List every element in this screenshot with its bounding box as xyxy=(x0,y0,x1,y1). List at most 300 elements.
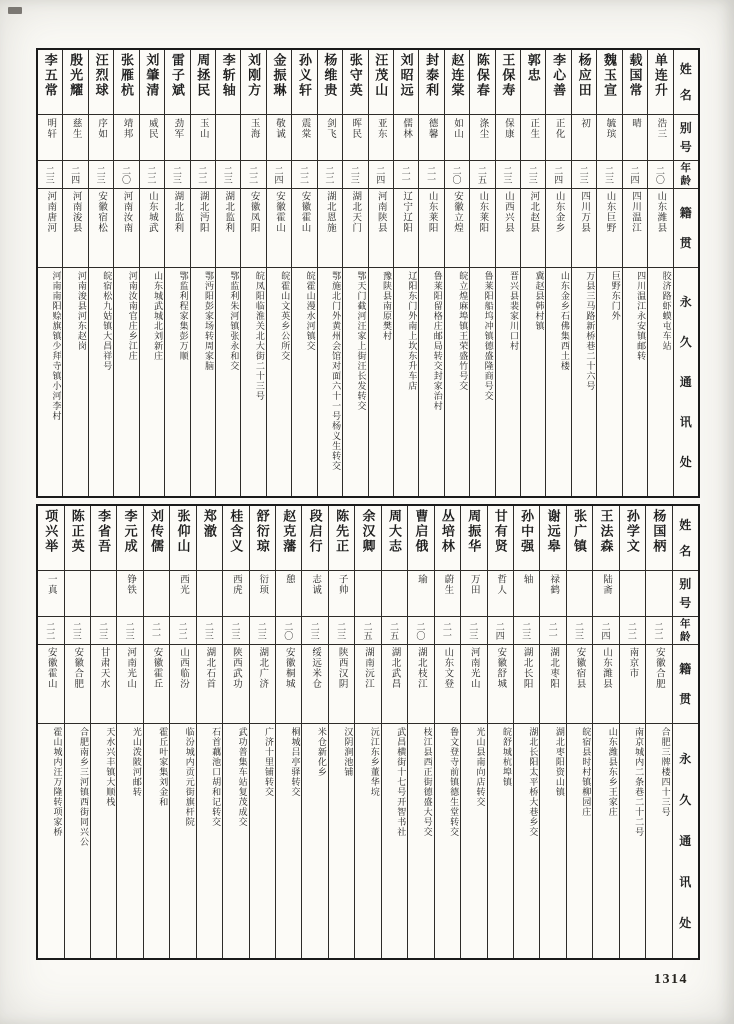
entry-age: 二二 xyxy=(292,160,316,188)
entry-address: 鄂监利朱河镇张永和交 xyxy=(216,267,240,496)
entry-native: 山东潍县 xyxy=(593,644,618,723)
directory-table-upper xyxy=(36,48,700,498)
entry-address: 皖霍山文英乡公所交 xyxy=(267,267,291,496)
entry-name: 孙中强 xyxy=(519,509,535,554)
entry-age: 二三 xyxy=(197,616,222,644)
entry-address: 河南浚县河东赵岗 xyxy=(63,267,87,496)
entry-alias: 瑜 xyxy=(408,570,433,616)
entry-name: 周振华 xyxy=(466,509,482,554)
entry-name: 单连升 xyxy=(652,53,668,98)
entry-address: 桐城吕亭驿转交 xyxy=(276,723,301,958)
entry-column xyxy=(434,506,460,958)
header-column xyxy=(672,506,698,958)
entry-name: 刘肇清 xyxy=(144,53,160,98)
entry-column xyxy=(90,506,116,958)
entry-age: 二二 xyxy=(318,160,342,188)
entry-alias xyxy=(567,570,592,616)
entry-native: 安徽凤阳 xyxy=(241,188,265,267)
entry-address: 巨野东门外 xyxy=(597,267,621,496)
entry-age: 二四 xyxy=(488,616,513,644)
entry-column xyxy=(164,50,189,496)
entry-native: 河南光山 xyxy=(117,644,142,723)
entry-column xyxy=(196,506,222,958)
entry-address: 晋兴县裴家川口村 xyxy=(496,267,520,496)
entry-column xyxy=(418,50,443,496)
entry-alias: 正生 xyxy=(521,114,545,160)
entry-column xyxy=(317,50,342,496)
entry-age: 二二 xyxy=(170,616,195,644)
entry-age: 二一 xyxy=(394,160,418,188)
scan-artifact xyxy=(8,7,22,14)
entry-age: 二二 xyxy=(38,616,63,644)
entry-native: 山东莱阳 xyxy=(419,188,443,267)
entry-address: 广济十里铺转交 xyxy=(250,723,275,958)
entry-alias: 剑飞 xyxy=(318,114,342,160)
entry-address: 霍丘叶家集刘金和 xyxy=(144,723,169,958)
entry-name: 汪烈球 xyxy=(93,53,109,98)
entry-age: 二四 xyxy=(546,160,570,188)
entry-alias xyxy=(65,570,90,616)
entry-native: 湖北石首 xyxy=(197,644,222,723)
entry-native: 山东潍县 xyxy=(648,188,672,267)
entry-age: 二三 xyxy=(250,616,275,644)
entry-age: 二一 xyxy=(419,160,443,188)
entry-address: 鲁莱阳留格庄邮局转交封家治村 xyxy=(419,267,443,496)
entry-address: 皖凤阳临淮关北大街二十三号 xyxy=(241,267,265,496)
entry-column xyxy=(342,50,367,496)
entry-native: 湖南沅江 xyxy=(355,644,380,723)
entry-address: 光山泼陂河邮转 xyxy=(117,723,142,958)
entry-address: 合肥三牌楼四十三号 xyxy=(646,723,671,958)
entry-native: 湖北枝江 xyxy=(408,644,433,723)
entry-native: 河南光山 xyxy=(461,644,486,723)
entry-address: 枝江县西正街德盛大号交 xyxy=(408,723,433,958)
entry-name: 封泰利 xyxy=(424,53,440,98)
entry-name: 李斩轴 xyxy=(220,53,236,98)
entry-age: 二三 xyxy=(216,160,240,188)
entry-name: 郑澈 xyxy=(201,509,217,539)
entry-address: 临汾城内贡元街旗杆院 xyxy=(170,723,195,958)
entry-address: 湖北枣阳资山镇 xyxy=(540,723,565,958)
entry-name: 刘刚方 xyxy=(246,53,262,98)
entry-address: 河南汝南官庄乡江庄 xyxy=(114,267,138,496)
entry-name: 张仰山 xyxy=(175,509,191,554)
entry-age: 二三 xyxy=(496,160,520,188)
entry-age: 二〇 xyxy=(276,616,301,644)
header-column xyxy=(673,50,698,496)
entry-name: 杨应田 xyxy=(576,53,592,98)
entry-address: 湖北长阳太平桥大巷乡交 xyxy=(514,723,539,958)
entry-native: 河南浚县 xyxy=(63,188,87,267)
entry-alias: 志诚 xyxy=(302,570,327,616)
entry-alias: 威民 xyxy=(140,114,164,160)
entry-address: 石首藕池口胡和记转交 xyxy=(197,723,222,958)
entry-column xyxy=(291,50,316,496)
entry-name: 郭忠 xyxy=(525,53,541,83)
entry-native: 安徽宿松 xyxy=(89,188,113,267)
entry-alias: 初 xyxy=(572,114,596,160)
entry-name: 陈保春 xyxy=(474,53,490,98)
entry-name: 曹启俄 xyxy=(413,509,429,554)
entry-native: 南京市 xyxy=(620,644,645,723)
entry-address: 胶济路虾蟆屯车站 xyxy=(648,267,672,496)
entry-alias: 晴 xyxy=(623,114,647,160)
entry-native: 四川温江 xyxy=(623,188,647,267)
entry-name: 刘昭远 xyxy=(398,53,414,98)
entry-age: 二四 xyxy=(369,160,393,188)
header-alias-label: 别 号 xyxy=(674,114,698,160)
entry-name: 陈正英 xyxy=(69,509,85,554)
entry-alias xyxy=(382,570,407,616)
entry-native: 湖北恩施 xyxy=(318,188,342,267)
entry-alias: 憩 xyxy=(276,570,301,616)
entry-address: 天水兴丰镇大顺栈 xyxy=(91,723,116,958)
entry-native: 安徽霍山 xyxy=(292,188,316,267)
entry-native: 湖北长阳 xyxy=(514,644,539,723)
entry-age: 二三 xyxy=(597,160,621,188)
entry-column xyxy=(275,506,301,958)
entry-column xyxy=(222,506,248,958)
entry-alias: 序如 xyxy=(89,114,113,160)
entry-native: 山东莱阳 xyxy=(470,188,494,267)
entry-alias xyxy=(355,570,380,616)
entry-column xyxy=(647,50,672,496)
entry-name: 李心善 xyxy=(551,53,567,98)
entry-alias: 子帅 xyxy=(329,570,354,616)
entry-age: 二四 xyxy=(623,160,647,188)
entry-name: 甘有贤 xyxy=(492,509,508,554)
entry-alias xyxy=(91,570,116,616)
entry-address: 南京城内二条巷二十二号 xyxy=(620,723,645,958)
entry-column xyxy=(393,50,418,496)
entry-alias: 亚东 xyxy=(369,114,393,160)
entry-age: 二五 xyxy=(470,160,494,188)
entry-column xyxy=(354,506,380,958)
entry-column xyxy=(469,50,494,496)
entry-name: 周大志 xyxy=(386,509,402,554)
header-age-label: 年 龄 xyxy=(674,160,698,188)
entry-alias: 儒林 xyxy=(394,114,418,160)
entry-name: 赵克藩 xyxy=(281,509,297,554)
entry-column xyxy=(596,50,621,496)
entry-age: 二三 xyxy=(521,160,545,188)
entry-name: 周拯民 xyxy=(195,53,211,98)
entry-name: 张广镇 xyxy=(572,509,588,554)
entry-name: 杨维贵 xyxy=(322,53,338,98)
entry-age: 二二 xyxy=(241,160,265,188)
entry-alias: 晖民 xyxy=(343,114,367,160)
entry-name: 李元成 xyxy=(122,509,138,554)
entry-name: 余汉卿 xyxy=(360,509,376,554)
header-name-label: 姓 名 xyxy=(679,518,692,558)
entry-native: 湖北监利 xyxy=(216,188,240,267)
entry-address: 鄂施北门外黄州会馆对面六十一号杨义生转交 xyxy=(318,267,342,496)
entry-column xyxy=(249,506,275,958)
entry-native: 安徽宿县 xyxy=(567,644,592,723)
entry-address: 鲁莱阳船坞冲镇德盛隆商号交 xyxy=(470,267,494,496)
entry-address: 沅江东乡董华垸 xyxy=(355,723,380,958)
entry-alias: 陆斋 xyxy=(593,570,618,616)
entry-name: 谢远皋 xyxy=(545,509,561,554)
entry-age: 二三 xyxy=(65,616,90,644)
entry-name: 丛培林 xyxy=(439,509,455,554)
entry-column xyxy=(487,506,513,958)
entry-column xyxy=(64,506,90,958)
entry-address: 汉阴涧池铺 xyxy=(329,723,354,958)
entry-alias xyxy=(620,570,645,616)
entry-native: 河北赵县 xyxy=(521,188,545,267)
entry-native: 安徽霍丘 xyxy=(144,644,169,723)
entry-column xyxy=(190,50,215,496)
entry-column xyxy=(539,506,565,958)
entry-column xyxy=(240,50,265,496)
entry-address: 山东潍县东乡王家庄 xyxy=(593,723,618,958)
header-native-label: 籍 贯 xyxy=(674,188,698,267)
entry-name: 舒衍琼 xyxy=(254,509,270,554)
entry-column xyxy=(444,50,469,496)
entry-alias: 保康 xyxy=(496,114,520,160)
entry-alias: 衍顼 xyxy=(250,570,275,616)
entry-column xyxy=(139,50,164,496)
entry-column xyxy=(38,50,62,496)
entry-native: 河南陕县 xyxy=(369,188,393,267)
entry-age: 二三 xyxy=(91,616,116,644)
entry-age: 二三 xyxy=(89,160,113,188)
entry-address: 鄂天门截河汪家上街汪长发转交 xyxy=(343,267,367,496)
entry-native: 安徽立煌 xyxy=(445,188,469,267)
entry-name: 张守英 xyxy=(347,53,363,98)
entry-age: 二二 xyxy=(191,160,215,188)
entry-native: 安徽霍山 xyxy=(38,644,63,723)
page-number: 1314 xyxy=(654,972,688,987)
entry-alias: 西虎 xyxy=(223,570,248,616)
entry-age: 二三 xyxy=(302,616,327,644)
entry-native: 河南汝南 xyxy=(114,188,138,267)
entry-age: 二二 xyxy=(140,160,164,188)
entry-address: 皖宿松九姑镇大昌祥号 xyxy=(89,267,113,496)
entry-alias: 正化 xyxy=(546,114,570,160)
entry-column xyxy=(619,506,645,958)
entry-native: 安徽桐城 xyxy=(276,644,301,723)
entry-alias: 一真 xyxy=(38,570,63,616)
entry-age: 二四 xyxy=(267,160,291,188)
entry-alias: 靖邦 xyxy=(114,114,138,160)
entry-alias: 浩三 xyxy=(648,114,672,160)
entry-column xyxy=(143,506,169,958)
entry-alias: 玉海 xyxy=(241,114,265,160)
entry-age: 二三 xyxy=(38,160,62,188)
entry-name: 桂含义 xyxy=(228,509,244,554)
entry-name: 李省吾 xyxy=(96,509,112,554)
entry-address: 皖宿县时村镇柳园庄 xyxy=(567,723,592,958)
entry-address: 光山县南向店转交 xyxy=(461,723,486,958)
entry-alias xyxy=(646,570,671,616)
entry-name: 王保寿 xyxy=(500,53,516,98)
entry-column xyxy=(571,50,596,496)
entry-age: 二〇 xyxy=(114,160,138,188)
entry-alias: 劲军 xyxy=(165,114,189,160)
entry-column xyxy=(566,506,592,958)
entry-address: 皖立煌麻埠镇王荣盛竹号交 xyxy=(445,267,469,496)
entry-column xyxy=(266,50,291,496)
entry-alias: 涤尘 xyxy=(470,114,494,160)
entry-address: 武功普集车站复茂成交 xyxy=(223,723,248,958)
entry-column xyxy=(381,506,407,958)
entry-alias: 慈生 xyxy=(63,114,87,160)
entry-age: 二二 xyxy=(620,616,645,644)
entry-alias: 震棠 xyxy=(292,114,316,160)
entry-name: 张雁杭 xyxy=(119,53,134,98)
entry-column xyxy=(545,50,570,496)
entry-age: 二〇 xyxy=(408,616,433,644)
entry-name: 殷光耀 xyxy=(68,53,84,98)
entry-alias xyxy=(216,114,240,160)
entry-address: 辽阳东门外南上坎东升车店 xyxy=(394,267,418,496)
entry-age: 二三 xyxy=(117,616,142,644)
entry-name: 项兴举 xyxy=(43,509,59,554)
entry-address: 武昌横街十七号开智书社 xyxy=(382,723,407,958)
entry-address: 豫陕县南原樊村 xyxy=(369,267,393,496)
entry-age: 二一 xyxy=(540,616,565,644)
entry-native: 安徽霍山 xyxy=(267,188,291,267)
entry-column xyxy=(460,506,486,958)
header-age-label: 年 龄 xyxy=(673,616,698,644)
entry-name: 金振琳 xyxy=(271,53,287,98)
entry-column xyxy=(169,506,195,958)
entry-alias: 德馨 xyxy=(419,114,443,160)
entry-column xyxy=(592,506,618,958)
entry-column xyxy=(513,506,539,958)
entry-native: 山东巨野 xyxy=(597,188,621,267)
entry-name: 段启行 xyxy=(307,509,323,554)
entry-age: 二一 xyxy=(435,616,460,644)
entry-native: 湖北沔阳 xyxy=(191,188,215,267)
entry-native: 陕西汉阴 xyxy=(329,644,354,723)
entry-address: 河南南阳赊旗镇少拜寺镇小河李村 xyxy=(38,267,62,496)
entry-alias: 万田 xyxy=(461,570,486,616)
entry-alias: 西光 xyxy=(170,570,195,616)
entry-column xyxy=(116,506,142,958)
entry-age: 二二 xyxy=(646,616,671,644)
entry-column xyxy=(520,50,545,496)
entry-column xyxy=(622,50,647,496)
entry-age: 二三 xyxy=(572,160,596,188)
entry-native: 辽宁辽阳 xyxy=(394,188,418,267)
entry-age: 二三 xyxy=(329,616,354,644)
entry-name: 孙学文 xyxy=(624,509,640,554)
entry-alias: 如山 xyxy=(445,114,469,160)
entry-alias: 毓瑸 xyxy=(597,114,621,160)
header-address-label: 永 久 通 讯 处 xyxy=(674,267,698,496)
entry-name: 孙义轩 xyxy=(296,53,312,98)
entry-address: 皖舒城杭埠镇 xyxy=(488,723,513,958)
entry-alias: 铮铁 xyxy=(117,570,142,616)
entry-address: 鄂沔阳彭家场转周家脑 xyxy=(191,267,215,496)
entry-native: 湖北监利 xyxy=(165,188,189,267)
entry-column xyxy=(215,50,240,496)
entry-age: 二三 xyxy=(514,616,539,644)
entry-column xyxy=(88,50,113,496)
entry-column xyxy=(113,50,138,496)
entry-column xyxy=(407,506,433,958)
entry-age: 二一 xyxy=(144,616,169,644)
entry-name: 载国常 xyxy=(627,53,643,98)
entry-name: 王法森 xyxy=(598,509,614,554)
entry-column xyxy=(368,50,393,496)
entry-column xyxy=(62,50,87,496)
entry-address: 冀赵县韩村镇 xyxy=(521,267,545,496)
entry-age: 二三 xyxy=(461,616,486,644)
entry-native: 湖北广济 xyxy=(250,644,275,723)
entry-native: 绥远米仓 xyxy=(302,644,327,723)
entry-age: 二三 xyxy=(223,616,248,644)
entry-alias xyxy=(197,570,222,616)
header-alias-label: 别 号 xyxy=(673,570,698,616)
entry-alias: 轴 xyxy=(514,570,539,616)
entry-native: 山西兴县 xyxy=(496,188,520,267)
entry-name: 陈先正 xyxy=(334,509,350,554)
entry-native: 湖北武昌 xyxy=(382,644,407,723)
entry-age: 二四 xyxy=(593,616,618,644)
entry-native: 河南唐河 xyxy=(38,188,62,267)
entry-name: 李五常 xyxy=(42,53,58,98)
entry-age: 二三 xyxy=(165,160,189,188)
entry-name: 杨国柄 xyxy=(651,509,667,554)
entry-age: 二三 xyxy=(567,616,592,644)
header-name-label: 姓 名 xyxy=(679,62,692,102)
entry-address: 合肥南乡三河镇西街同兴公 xyxy=(65,723,90,958)
entry-native: 安徽合肥 xyxy=(646,644,671,723)
entry-native: 山东金乡 xyxy=(546,188,570,267)
entry-name: 雷子斌 xyxy=(169,53,185,98)
entry-native: 安徽舒城 xyxy=(488,644,513,723)
entry-address: 霍山城内汪万隆转项家桥 xyxy=(38,723,63,958)
entry-native: 湖北天门 xyxy=(343,188,367,267)
entry-address: 鲁文登寺前镇德生堂转交 xyxy=(435,723,460,958)
entry-native: 山西临汾 xyxy=(170,644,195,723)
directory-table-lower xyxy=(36,504,700,960)
entry-native: 山东文登 xyxy=(435,644,460,723)
entry-name: 刘传儒 xyxy=(149,509,165,554)
entry-column xyxy=(301,506,327,958)
entry-native: 陕西武功 xyxy=(223,644,248,723)
entry-age: 二〇 xyxy=(445,160,469,188)
entry-native: 山东城武 xyxy=(140,188,164,267)
entry-alias: 明轩 xyxy=(38,114,62,160)
entry-name: 魏玉宣 xyxy=(602,53,618,98)
entry-address: 米仓新化乡 xyxy=(302,723,327,958)
entry-alias: 敬诚 xyxy=(267,114,291,160)
entry-column xyxy=(38,506,63,958)
entry-age: 二五 xyxy=(382,616,407,644)
entry-column xyxy=(328,506,354,958)
entry-age: 二四 xyxy=(63,160,87,188)
entry-native: 四川万县 xyxy=(572,188,596,267)
entry-name: 汪茂山 xyxy=(373,53,389,98)
entry-address: 山东金乡石佛集西土楼 xyxy=(546,267,570,496)
entry-alias: 蔚生 xyxy=(435,570,460,616)
entry-native: 甘肃天水 xyxy=(91,644,116,723)
entry-age: 二五 xyxy=(355,616,380,644)
entry-alias: 禄鹤 xyxy=(540,570,565,616)
entry-native: 安徽合肥 xyxy=(65,644,90,723)
entry-age: 二〇 xyxy=(648,160,672,188)
entry-alias xyxy=(144,570,169,616)
header-address-label: 永 久 通 讯 处 xyxy=(673,723,698,958)
entry-age: 二三 xyxy=(343,160,367,188)
entry-address: 万县三马路新桥巷二十六号 xyxy=(572,267,596,496)
entry-alias: 玉山 xyxy=(191,114,215,160)
